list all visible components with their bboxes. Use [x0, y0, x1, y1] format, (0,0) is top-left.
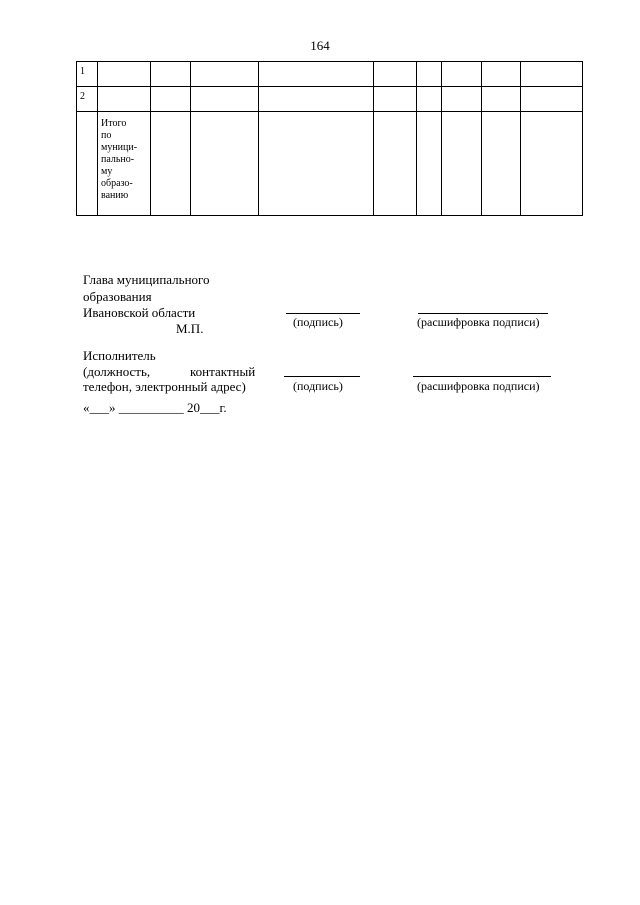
signature-caption: (подпись) — [293, 379, 343, 393]
table-cell — [77, 112, 98, 216]
total-label-line: образо- — [101, 178, 133, 189]
table-cell — [442, 62, 482, 87]
decode-caption: (расшифровка подписи) — [417, 379, 540, 393]
table-row — [77, 87, 583, 112]
signature-line — [286, 313, 360, 314]
total-label-line: му — [101, 166, 113, 177]
table-row-total — [77, 112, 583, 216]
total-label-line: Итого — [101, 118, 127, 129]
executor-title: Исполнитель — [83, 348, 156, 363]
row-number-cell: 1 — [77, 62, 98, 87]
total-label-line: муници- — [101, 142, 138, 153]
table-cell — [482, 62, 521, 87]
table-cell — [259, 112, 374, 216]
table-cell — [259, 87, 374, 112]
table-cell — [417, 112, 442, 216]
table-cell — [374, 87, 417, 112]
head-title-line1: Глава муниципального — [83, 272, 210, 287]
table-cell — [374, 112, 417, 216]
table-cell — [442, 112, 482, 216]
row-number-cell: 2 — [77, 87, 98, 112]
page-number: 164 — [310, 38, 330, 53]
table-cell — [482, 87, 521, 112]
total-label-line: ванию — [101, 190, 129, 201]
table-cell — [98, 62, 151, 87]
table-cell — [151, 112, 191, 216]
decode-caption: (расшифровка подписи) — [417, 315, 540, 329]
total-label-cell — [98, 112, 151, 216]
table-cell — [521, 87, 583, 112]
table-cell — [151, 87, 191, 112]
total-label-line: по — [101, 130, 112, 141]
signature-line — [284, 376, 360, 377]
table-cell — [521, 62, 583, 87]
signature-caption: (подпись) — [293, 315, 343, 329]
table-cell — [374, 62, 417, 87]
table-cell — [442, 87, 482, 112]
total-label-line: пально- — [101, 154, 135, 165]
report-table — [76, 61, 583, 216]
table-cell — [521, 112, 583, 216]
date-line: «___» __________ 20___г. — [83, 400, 227, 415]
decode-line — [413, 376, 551, 377]
table-cell — [191, 112, 259, 216]
table-cell — [259, 62, 374, 87]
table-cell — [417, 62, 442, 87]
head-title-line2: образования — [83, 289, 152, 304]
table-cell — [482, 112, 521, 216]
table-cell — [151, 62, 191, 87]
table-cell — [191, 87, 259, 112]
table-cell — [98, 87, 151, 112]
table-cell — [417, 87, 442, 112]
stamp-label: М.П. — [176, 321, 204, 336]
decode-line — [418, 313, 548, 314]
executor-detail-left: (должность, — [83, 364, 151, 379]
table-row — [77, 62, 583, 87]
executor-detail-right: контактный — [190, 364, 256, 379]
head-title-line3: Ивановской области — [83, 305, 196, 320]
executor-detail-line2: телефон, электронный адрес) — [83, 379, 246, 394]
table-cell — [191, 62, 259, 87]
